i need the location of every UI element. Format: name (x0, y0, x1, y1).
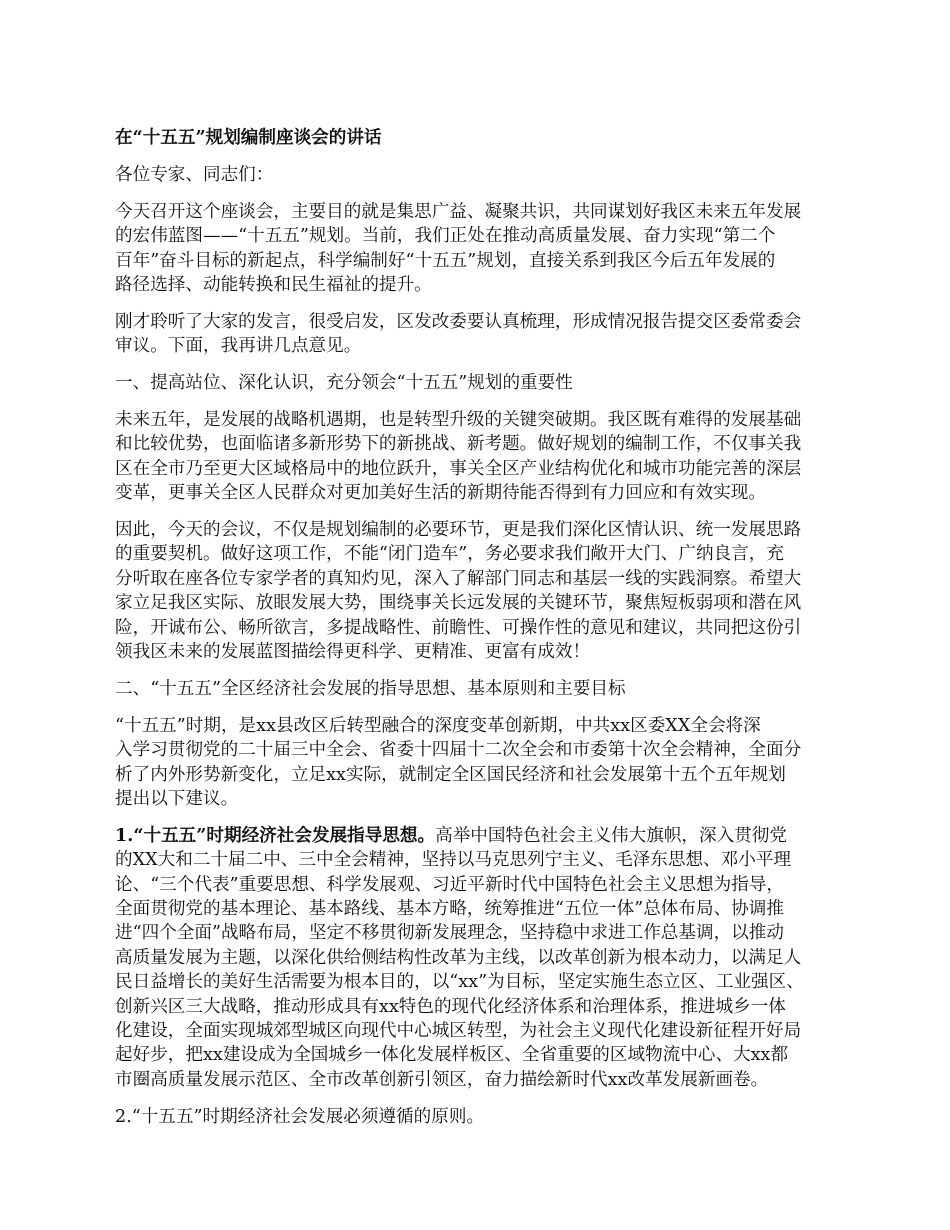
text-line: 路径选择、动能转换和民生福祉的提升。 (115, 274, 432, 295)
text-line: 的XX大和二十届二中、三中全会精神，坚持以马克思列宁主义、毛泽东思想、邓小平理 (115, 850, 792, 871)
text-line: 未来五年，是发展的战略机遇期，也是转型升级的关键突破期。我区既有难得的发展基础 (115, 410, 802, 431)
text-line: 变革，更事关全区人民群众对更加美好生活的新期待能否得到有力回应和有效实现。 (115, 483, 766, 504)
importance-paragraph (115, 408, 855, 506)
text-line: 刚才聆听了大家的发言，很受启发，区发改委要认真梳理，形成情况报告提交区委常委会 (115, 311, 802, 332)
text-line: 家立足我区实际、放眼发展大势，围绕事关长远发展的关键环节，聚焦短板弱项和潜在风 (115, 593, 802, 614)
text-line: 起好步，把xx建设成为全国城乡一体化发展样板区、全省重要的区域物流中心、大xx都 (115, 1045, 789, 1066)
text-line: 分听取在座各位专家学者的真知灼见，深入了解部门同志和基层一线的实践洞察。希望大 (115, 568, 802, 589)
text-line: “十五五”时期，是xx县改区后转型融合的深度变革创新期，中共xx区委XX全会将深 (115, 715, 761, 736)
text-line: 和比较优势，也面临诸多新形势下的新挑战、新考题。做好规划的编制工作，不仅事关我 (115, 434, 802, 455)
text-line: 创新兴区三大战略，推动形成具有xx特色的现代化经济体系和治理体系，推进城乡一体 (115, 996, 786, 1017)
section-heading-2 (115, 677, 855, 701)
salutation (115, 163, 855, 187)
text-line: 的重要契机。做好这项工作，不能“闭门造车”，务必要求我们敞开大门、广纳良言，充 (115, 544, 784, 565)
text-line: 入学习贯彻党的二十届三中全会、省委十四届十二次全会和市委第十次全会精神，全面分 (115, 740, 802, 761)
text-line: 险，开诚布公、畅所欲言，多提战略性、前瞻性、可操作性的意见和建议，共同把这份引 (115, 617, 802, 638)
text-line: 因此，今天的会议，不仅是规划编制的必要环节，更是我们深化区情认识、统一发展思路 (115, 520, 802, 541)
text-line: 领我区未来的发展蓝图描绘得更科学、更精准、更富有成效！ (115, 642, 591, 663)
principles-heading (115, 1105, 855, 1129)
text-line: 提出以下建议。 (115, 788, 239, 809)
text-line (115, 824, 855, 848)
text-line: 区在全市乃至更大区域格局中的地位跃升，事关全区产业结构优化和城市功能完善的深层 (115, 458, 802, 479)
document-title (115, 126, 855, 150)
text-line: 化建设，全面实现城郊型城区向现代中心城区转型，为社会主义现代化建设新征程开好局 (115, 1021, 802, 1041)
intro-paragraph (115, 200, 855, 298)
text-line: 今天召开这个座谈会，主要目的就是集思广益、凝聚共识，共同谋划好我区未来五年发展 (115, 201, 802, 222)
text-line: 各位专家、同志们： (115, 164, 274, 185)
line-text: 高举中国特色社会主义伟大旗帜，深入贯彻党 (435, 825, 787, 846)
text-line: 审议。下面，我再讲几点意见。 (115, 336, 362, 357)
text-line: 市圈高质量发展示范区、全市改革创新引领区，奋力描绘新时代xx改革发展新画卷。 (115, 1069, 769, 1090)
meeting-paragraph (115, 518, 855, 664)
text-line: 论、“三个代表”重要思想、科学发展观、习近平新时代中国特色社会主义思想为指导， (115, 874, 784, 895)
text-line: 的宏伟蓝图——“十五五”规划。当前，我们正处在推动高质量发展、奋力实现“第二个 (115, 226, 776, 247)
text-line: 高质量发展为主题，以深化供给侧结构性改革为主线，以改革创新为根本动力，以满足人 (115, 947, 802, 968)
period-paragraph (115, 714, 855, 812)
text-line: 二、“十五五”全区经济社会发展的指导思想、基本原则和主要目标 (115, 678, 626, 699)
text-line: 2.“十五五”时期经济社会发展必须遵循的原则。 (115, 1106, 485, 1127)
guiding-thought-paragraph (115, 824, 855, 1092)
document-body (115, 126, 855, 1142)
bold-lead: 1.“十五五”时期经济社会发展指导思想。 (115, 824, 436, 846)
feedback-paragraph (115, 310, 855, 359)
title-line: 在“十五五”规划编制座谈会的讲话 (115, 127, 382, 148)
text-line: 进“四个全面”战略布局，坚定不移贯彻新发展理念，坚持稳中求进工作总基调，以推动 (115, 923, 784, 944)
text-line: 百年”奋斗目标的新起点，科学编制好“十五五”规划，直接关系到我区今后五年发展的 (115, 250, 776, 271)
text-line: 民日益增长的美好生活需要为根本目的，以“xx”为目标，坚定实施生态立区、工业强区、 (115, 972, 804, 993)
text-line: 全面贯彻党的基本理论、基本路线、基本方略，统筹推进“五位一体”总体布局、协调推 (115, 899, 784, 920)
section-heading-1 (115, 371, 855, 395)
text-line: 一、提高站位、深化认识，充分领会“十五五”规划的重要性 (115, 373, 573, 394)
text-line: 析了内外形势新变化，立足xx实际，就制定全区国民经济和社会发展第十五个五年规划 (115, 764, 786, 785)
